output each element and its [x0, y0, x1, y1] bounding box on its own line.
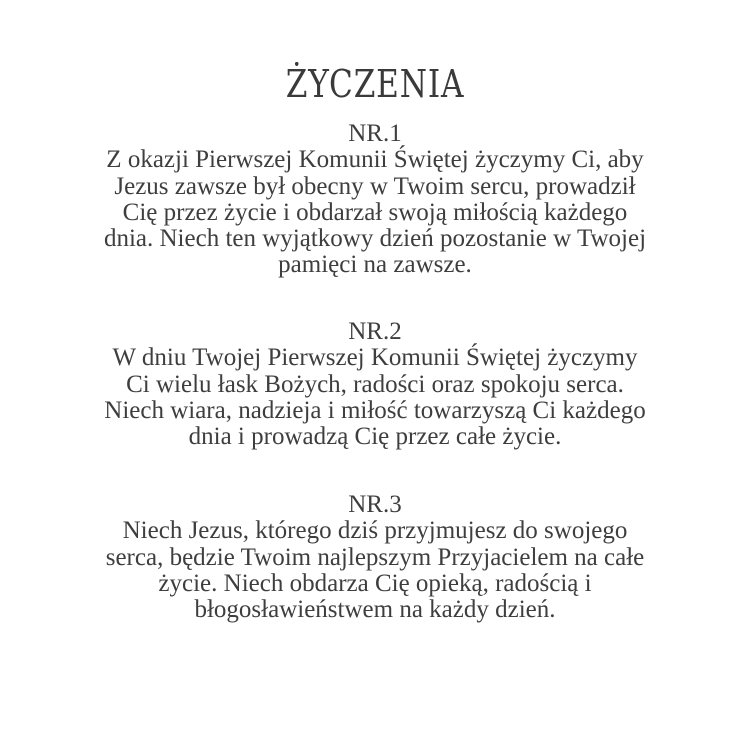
- wish-text-line: Cię przez życie i obdarzał swoją miłością każdego: [122, 198, 628, 226]
- page-title: ŻYCZENIA: [285, 62, 465, 107]
- wish-text-line: Niech Jezus, którego dziś przyjmujesz do swojego: [122, 517, 628, 545]
- wish-text-line: Z okazji Pierwszej Komunii Świętej życzymy Ci, aby: [106, 146, 644, 174]
- wish-text-line: życie. Niech obdarza Cię opieką, radością i: [158, 569, 592, 597]
- wish-block-3: [60, 492, 690, 623]
- wish-number: NR.3: [348, 491, 402, 518]
- wish-text-line: dnia i prowadzą Cię przez całe życie.: [188, 423, 562, 451]
- wish-text-line: pamięci na zawsze.: [278, 251, 472, 279]
- wish-text-line: Jezus zawsze był obecny w Twoim sercu, prowadził: [114, 172, 636, 200]
- wish-number: NR.2: [348, 318, 402, 345]
- wish-text-line: dnia. Niech ten wyjątkowy dzień pozostanie w Twojej: [103, 225, 647, 253]
- wish-text-line: błogosławieństwem na każdy dzień.: [194, 596, 556, 624]
- wish-block-1: [60, 121, 690, 279]
- wish-block-2: [60, 319, 690, 450]
- wish-number: NR.1: [348, 120, 402, 147]
- wish-text-line: W dniu Twojej Pierwszej Komunii Świętej życzymy: [112, 344, 638, 372]
- wish-text-line: serca, będzie Twoim najlepszym Przyjacielem na całe: [105, 543, 645, 571]
- wish-text-line: Ci wielu łask Bożych, radości oraz spokoju serca.: [126, 370, 624, 398]
- wish-text-line: Niech wiara, nadzieja i miłość towarzyszą Ci każdego: [104, 396, 646, 424]
